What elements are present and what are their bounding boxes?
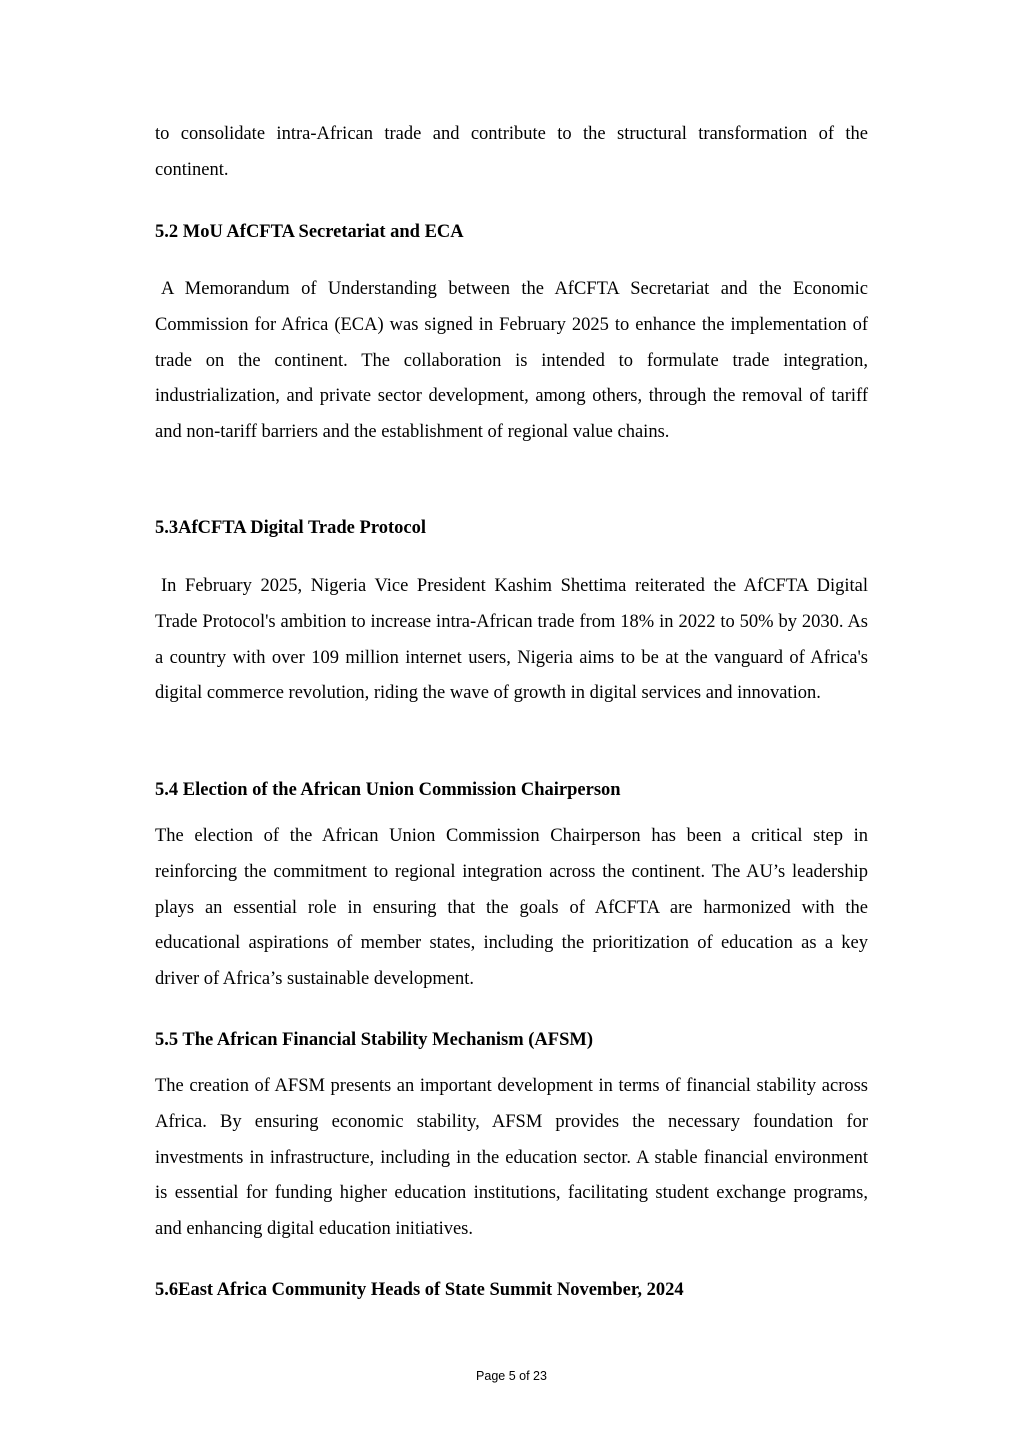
intro-paragraph: to consolidate intra-African trade and contribute to the structural transformation of the continent.	[155, 124, 868, 180]
section-5-3-heading: 5.3AfCFTA Digital Trade Protocol	[155, 518, 426, 538]
section-5-2-body: A Memorandum of Understanding between the AfCFTA Secretariat and the Economic Commission for Africa (ECA) was signed in February 2025 to enhance the implementation of trade on the continent. The collaboration is intended to formulate trade integration, industrialization, and private sector development, among others, through the removal of tariff and non-tariff barriers and the establishment of regional value chains.	[155, 279, 868, 443]
section-5-5-heading: 5.5 The African Financial Stability Mechanism (AFSM)	[155, 1030, 594, 1050]
page-number: Page 5 of 23	[476, 1369, 547, 1383]
section-5-4-heading: 5.4 Election of the African Union Commission Chairperson	[155, 780, 621, 800]
section-5-5-body: The creation of AFSM presents an important development in terms of financial stability across Africa. By ensuring economic stability, AFSM provides the necessary foundation for investments in infrastructure, including in the education sector. A stable financial environment is essential for funding higher education institutions, facilitating student exchange programs, and enhancing digital education initiatives.	[155, 1076, 868, 1240]
section-5-3-body: In February 2025, Nigeria Vice President Kashim Shettima reiterated the AfCFTA Digital Trade Protocol's ambition to increase intra-African trade from 18% in 2022 to 50% by 2030. As a country with over 109 million internet users, Nigeria aims to be at the vanguard of Africa's digital commerce revolution, riding the wave of growth in digital services and innovation.	[155, 576, 868, 704]
section-5-4-body: The election of the African Union Commission Chairperson has been a critical step in reinforcing the commitment to regional integration across the continent. The AU’s leadership plays an essential role in ensuring that the goals of AfCFTA are harmonized with the educational aspirations of member states, including the prioritization of education as a key driver of Africa’s sustainable development.	[155, 826, 868, 990]
section-5-2-heading: 5.2 MoU AfCFTA Secretariat and ECA	[155, 222, 464, 242]
section-5-6-heading: 5.6East Africa Community Heads of State Summit November, 2024	[155, 1280, 684, 1300]
